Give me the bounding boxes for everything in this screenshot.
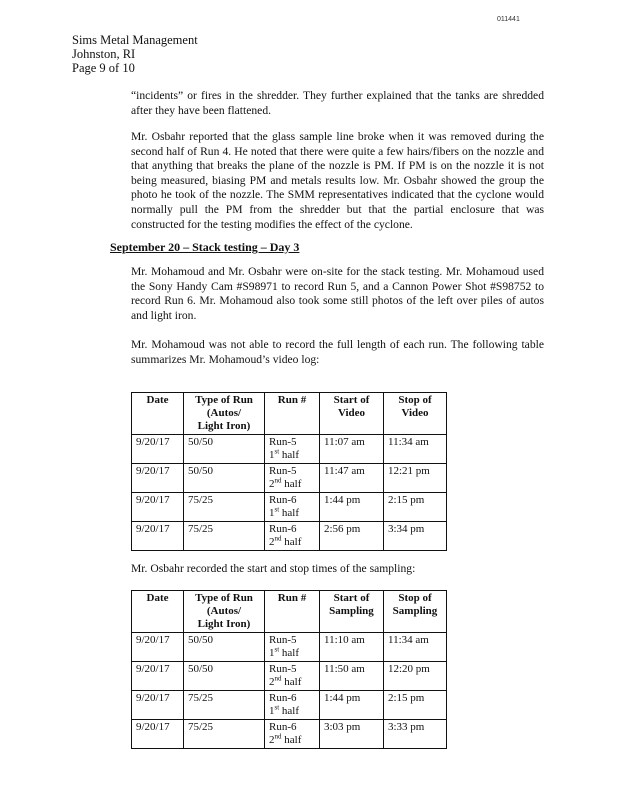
cell-start: 11:47 am	[320, 464, 384, 493]
cell-half-suffix: nd	[274, 476, 282, 485]
cell-type: 50/50	[184, 662, 265, 691]
header-type-line3: Light Iron)	[197, 420, 251, 432]
cell-run-label: Run-5	[269, 663, 297, 675]
header-run	[265, 591, 320, 633]
cell-run	[265, 633, 320, 662]
cell-start: 11:50 am	[320, 662, 384, 691]
cell-stop: 12:21 pm	[384, 464, 447, 493]
cell-date: 9/20/17	[132, 633, 184, 662]
cell-date: 9/20/17	[132, 493, 184, 522]
cell-stop: 11:34 am	[384, 633, 447, 662]
cell-date: 9/20/17	[132, 522, 184, 551]
cell-run-label: Run-5	[269, 634, 297, 646]
cell-half-word: half	[281, 536, 302, 548]
header-stop-line1: Stop of	[398, 394, 432, 406]
table-row	[132, 720, 447, 749]
cell-date: 9/20/17	[132, 691, 184, 720]
cell-half-word: half	[281, 478, 302, 490]
header-start-line1: Start of	[333, 592, 370, 604]
cell-half-word: half	[279, 449, 300, 461]
cell-type: 50/50	[184, 435, 265, 464]
video-log-table	[131, 392, 447, 551]
cell-run	[265, 522, 320, 551]
paragraph-sampling-intro: Mr. Osbahr recorded the start and stop times of the sampling:	[131, 562, 416, 575]
table-header-row	[132, 591, 447, 633]
header-type-line3: Light Iron)	[197, 618, 251, 630]
cell-run	[265, 720, 320, 749]
cell-run-label: Run-6	[269, 721, 297, 733]
header-stop	[384, 591, 447, 633]
cell-half-word: half	[281, 676, 302, 688]
cell-half-suffix: st	[274, 447, 280, 456]
cell-half-number: 2	[269, 478, 275, 490]
cell-type: 50/50	[184, 633, 265, 662]
cell-half-suffix: st	[274, 505, 280, 514]
header-type-line1: Type of Run	[195, 592, 253, 604]
cell-start: 1:44 pm	[320, 691, 384, 720]
cell-start: 1:44 pm	[320, 493, 384, 522]
paragraph-incidents: “incidents” or fires in the shredder. They further explained that the tanks are shredded after they have been flattened.	[131, 89, 544, 117]
cell-half-number: 1	[269, 647, 275, 659]
header-date-label: Date	[146, 592, 169, 604]
cell-stop: 3:33 pm	[384, 720, 447, 749]
cell-stop: 12:20 pm	[384, 662, 447, 691]
cell-half-suffix: nd	[274, 732, 282, 741]
header-start	[320, 393, 384, 435]
cell-run	[265, 435, 320, 464]
header-run-label: Run #	[277, 394, 307, 406]
header-date-label: Date	[146, 394, 169, 406]
table-row	[132, 522, 447, 551]
header-date	[132, 393, 184, 435]
header-start-line2: Sampling	[329, 605, 374, 617]
table-row	[132, 435, 447, 464]
header-start-line2: Video	[337, 407, 366, 419]
cell-type: 75/25	[184, 691, 265, 720]
header-type	[184, 393, 265, 435]
document-number: 011441	[497, 16, 520, 23]
cell-type: 75/25	[184, 522, 265, 551]
cell-half-number: 1	[269, 507, 275, 519]
table-row	[132, 633, 447, 662]
cell-half-number: 2	[269, 536, 275, 548]
cell-half-word: half	[279, 705, 300, 717]
cell-type: 75/25	[184, 493, 265, 522]
cell-half-number: 1	[269, 449, 275, 461]
cell-date: 9/20/17	[132, 464, 184, 493]
header-type-line1: Type of Run	[195, 394, 253, 406]
cell-run	[265, 691, 320, 720]
cell-date: 9/20/17	[132, 662, 184, 691]
table-row	[132, 464, 447, 493]
cell-half-suffix: nd	[274, 674, 282, 683]
cell-date: 9/20/17	[132, 435, 184, 464]
cell-start: 11:10 am	[320, 633, 384, 662]
table-header-row	[132, 393, 447, 435]
cell-run-label: Run-6	[269, 523, 297, 535]
cell-half-suffix: nd	[274, 534, 282, 543]
paragraph-onsite: Mr. Mohamoud and Mr. Osbahr were on-site for the stack testing. Mr. Mohamoud used the Sony Handy Cam #S98971 to record Run 5, and a Cannon Power Shot #S98752 to record Run 6. Mr. Mohamoud also took some still photos of the left over piles of autos and light iron.	[131, 265, 544, 322]
header-start-line1: Start of	[333, 394, 370, 406]
table-row	[132, 691, 447, 720]
header-run-label: Run #	[277, 592, 307, 604]
header-start	[320, 591, 384, 633]
sampling-times-table	[131, 590, 447, 749]
cell-stop: 11:34 am	[384, 435, 447, 464]
table-row	[132, 662, 447, 691]
cell-run	[265, 464, 320, 493]
header-stop-line1: Stop of	[398, 592, 432, 604]
cell-stop: 3:34 pm	[384, 522, 447, 551]
header-company: Sims Metal Management	[72, 33, 198, 47]
header-stop-line2: Video	[401, 407, 429, 419]
cell-half-number: 1	[269, 705, 275, 717]
cell-half-word: half	[281, 734, 302, 746]
cell-half-word: half	[279, 507, 300, 519]
cell-run	[265, 493, 320, 522]
cell-start: 11:07 am	[320, 435, 384, 464]
header-page-number: Page 9 of 10	[72, 61, 135, 75]
paragraph-sample-line: Mr. Osbahr reported that the glass sample line broke when it was removed during the second half of Run 4. He noted that there were quite a few hairs/fibers on the nozzle and that anything that breaks the plane of the nozzle is PM. If PM is on the nozzle it is not being measured, biasing PM and metals results low. Mr. Osbahr showed the group the photo he took of the nozzle. The SMM representatives indicated that the cyclone would normally pull the PM from the shredder but that the partial enclosure that was constructed for the testing modifies the effect of the cyclone.	[131, 130, 544, 231]
cell-date: 9/20/17	[132, 720, 184, 749]
header-type-line2: (Autos/	[206, 407, 242, 419]
cell-stop: 2:15 pm	[384, 493, 447, 522]
cell-run-label: Run-5	[269, 436, 297, 448]
cell-run-label: Run-6	[269, 494, 297, 506]
cell-type: 75/25	[184, 720, 265, 749]
header-stop	[384, 393, 447, 435]
cell-run-label: Run-5	[269, 465, 297, 477]
header-type	[184, 591, 265, 633]
cell-half-suffix: st	[274, 645, 280, 654]
header-date	[132, 591, 184, 633]
cell-type: 50/50	[184, 464, 265, 493]
cell-run-label: Run-6	[269, 692, 297, 704]
header-location: Johnston, RI	[72, 47, 136, 61]
header-stop-line2: Sampling	[392, 605, 438, 617]
cell-half-suffix: st	[274, 703, 280, 712]
cell-half-number: 2	[269, 676, 275, 688]
table-row	[132, 493, 447, 522]
cell-start: 3:03 pm	[320, 720, 384, 749]
cell-half-number: 2	[269, 734, 275, 746]
cell-half-word: half	[279, 647, 300, 659]
paragraph-video-log-intro: Mr. Mohamoud was not able to record the full length of each run. The following table summarizes Mr. Mohamoud’s video log:	[131, 338, 544, 366]
header-run	[265, 393, 320, 435]
cell-run	[265, 662, 320, 691]
cell-stop: 2:15 pm	[384, 691, 447, 720]
section-heading: September 20 – Stack testing – Day 3	[110, 240, 300, 254]
cell-start: 2:56 pm	[320, 522, 384, 551]
header-type-line2: (Autos/	[206, 605, 242, 617]
